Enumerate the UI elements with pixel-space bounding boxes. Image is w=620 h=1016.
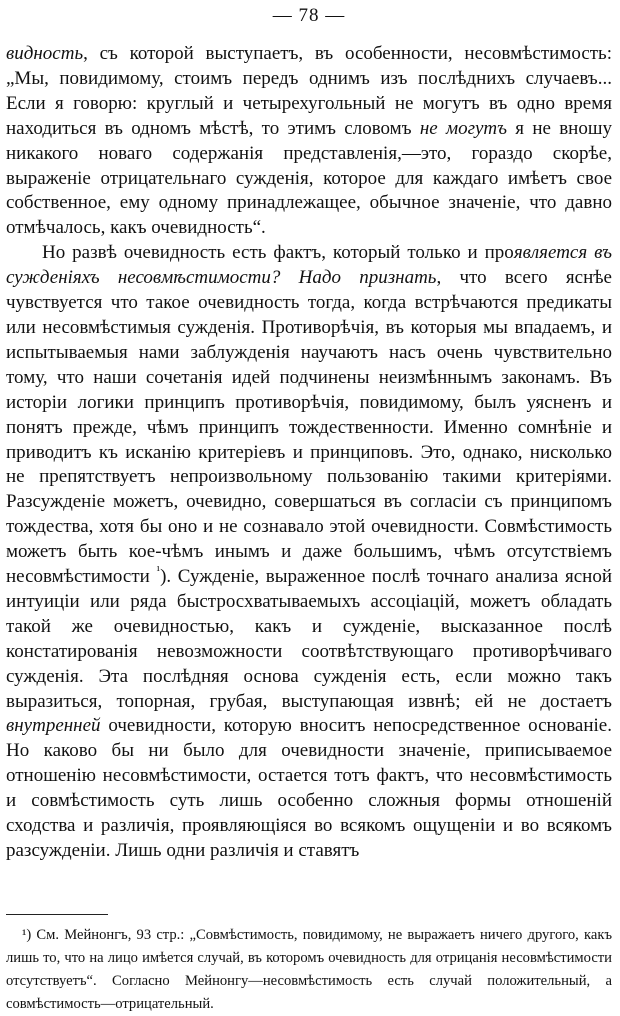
page-number: — 78 — bbox=[272, 5, 346, 26]
text-run: ¹) См. Мейнонгъ, 93 стр.: „Совмѣстимость, повидимому, не выражаетъ ничего другого, какъ лишь то, что на лицо имѣется случай, въ которомъ очевидность для отрицанія несовмѣстимости отсутствуетъ“. Согласно Мейнонгу—несовмѣстимость есть случай положительный, а совмѣстимость—отрицательный. bbox=[6, 927, 612, 1012]
text-run: ). Сужденіе, выраженное послѣ точнаго анализа ясной интуиціи или ряда быстросхватываемыхъ ассоціацій, можетъ обладать такой же очевидностью, какъ и сужденіе, высказанное послѣ констатированія невозможности соотвѣтствующаго противорѣчиваго сужденія. Эта послѣдняя основа сужденія есть, если можно такъ выразиться, топорная, грубая, выступающая извнѣ; ей не достаетъ bbox=[6, 566, 612, 712]
footnote bbox=[6, 924, 612, 1016]
italic-text: не могутъ bbox=[419, 117, 508, 139]
footnote-marker: ¹ bbox=[156, 563, 161, 578]
footnotes bbox=[6, 924, 612, 1016]
text-run: Но развѣ очевидность есть фактъ, который только и про bbox=[42, 242, 514, 264]
footnote-divider bbox=[6, 914, 108, 915]
italic-text: видность bbox=[6, 43, 84, 64]
paragraph bbox=[6, 241, 612, 864]
italic-text: являетcя въ сужденіяхъ несовмѣстимости? Надо признать bbox=[6, 242, 612, 289]
italic-text: внутренней bbox=[6, 715, 101, 737]
book-page bbox=[6, 0, 612, 864]
text-run: , что всего яснѣе чувствуется что такое очевидность тогда, когда встрѣчаются предикаты или несовмѣстимыя сужденія. Противорѣчія, въ которыя мы впадаемъ, и испытываемыя нами заблужденія научаютъ насъ очень чувствительно тому, что наши сочетанія идей подчинены неизмѣннымъ законамъ. Въ исторіи логики принципъ противорѣчія, повидимому, былъ уясненъ и понятъ прежде, чѣмъ принципъ тождественности. Именно сомнѣніе и приводитъ къ исканію критеріевъ и принциповъ. Это, однако, нисколько не препятствуетъ непроизвольному пользованію такими критеріями. Разсужденіе можетъ, очевидно, совершаться въ согласіи съ принципомъ тождества, хотя бы оно и не сознавало этой очевидности. Совмѣстимость можетъ быть кое-чѣмъ инымъ и даже большимъ, чѣмъ отсутствіемъ несовмѣстимости bbox=[6, 267, 612, 588]
text-run: я не вношу никакого новаго содержанія представленія,—это, гораздо скорѣе, выраженіе отрицательнаго сужденія, которое для каждаго имѣетъ свое собственное, ему одному принадлежащее, обычное значеніе, что давно отмѣчалось, какъ очевидность“. bbox=[6, 117, 612, 239]
text-run: , съ которой выступаетъ, въ особенности, несовмѣстимость: „Мы, повидимому, стоимъ передъ однимъ изъ послѣднихъ случаевъ... Если я говорю: круглый и четырехугольный не могутъ въ одно время находиться въ одномъ мѣстѣ, то этимъ словомъ bbox=[6, 43, 612, 139]
text-run: очевидности, которую вноситъ непосредственное основаніе. Но каково бы ни было для очевидности значеніе, приписываемое отношенію несовмѣстимости, остается тотъ фактъ, что несовмѣстимость и совмѣстимость суть лишь особенно сложныя формы отношеній сходства и различія, проявляющіяся во всякомъ ощущеніи и во всякомъ разсужденіи. Лишь одни различія и ставятъ bbox=[6, 715, 612, 861]
paragraph bbox=[6, 42, 612, 241]
body-text bbox=[6, 42, 612, 864]
